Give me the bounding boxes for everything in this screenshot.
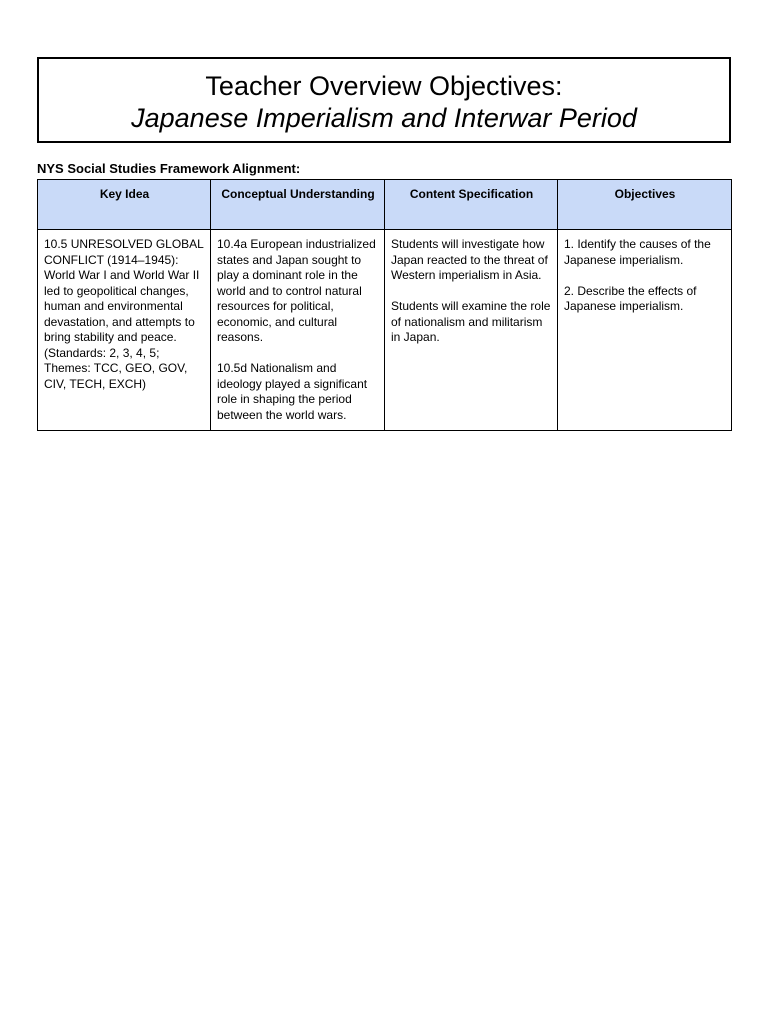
key-idea-text: 10.5 UNRESOLVED GLOBAL CONFLICT (1914–1945): World War I and World War II led to geopolitical changes, human and environmental devastation, and attempts to bring stability and peace. (Standards: 2, 3, 4, 5; Themes: TCC, GEO, GOV, CIV, TECH, EXCH) — [44, 237, 204, 391]
conceptual-understanding-2: 10.5d Nationalism and ideology played a significant role in shaping the period between the world wars. — [217, 361, 368, 422]
header-conceptual-understanding: Conceptual Understanding — [211, 180, 385, 230]
table-row — [38, 230, 732, 431]
objective-1: 1. Identify the causes of the Japanese imperialism. — [564, 237, 711, 267]
content-specification-2: Students will examine the role of nationalism and militarism in Japan. — [391, 299, 551, 344]
header-objectives: Objectives — [558, 180, 732, 230]
cell-content-specification — [385, 230, 558, 431]
content-specification-1: Students will investigate how Japan reacted to the threat of Western imperialism in Asia. — [391, 237, 548, 282]
framework-alignment-table — [37, 179, 732, 431]
cell-key-idea — [38, 230, 211, 431]
page-title: Teacher Overview Objectives: — [205, 71, 563, 101]
objective-2: 2. Describe the effects of Japanese imperialism. — [564, 283, 697, 313]
table-header-row — [38, 180, 732, 230]
title-box — [37, 57, 731, 143]
conceptual-understanding-1: 10.4a European industrialized states and Japan sought to play a dominant role in the world and to control natural resources for political, economic, and cultural reasons. — [217, 237, 376, 344]
cell-objectives — [558, 230, 732, 431]
header-key-idea: Key Idea — [38, 180, 211, 230]
page-subtitle: Japanese Imperialism and Interwar Period — [131, 103, 637, 133]
header-content-specification: Content Specification — [385, 180, 558, 230]
section-label: NYS Social Studies Framework Alignment: — [37, 161, 301, 176]
cell-conceptual-understanding — [211, 230, 385, 431]
